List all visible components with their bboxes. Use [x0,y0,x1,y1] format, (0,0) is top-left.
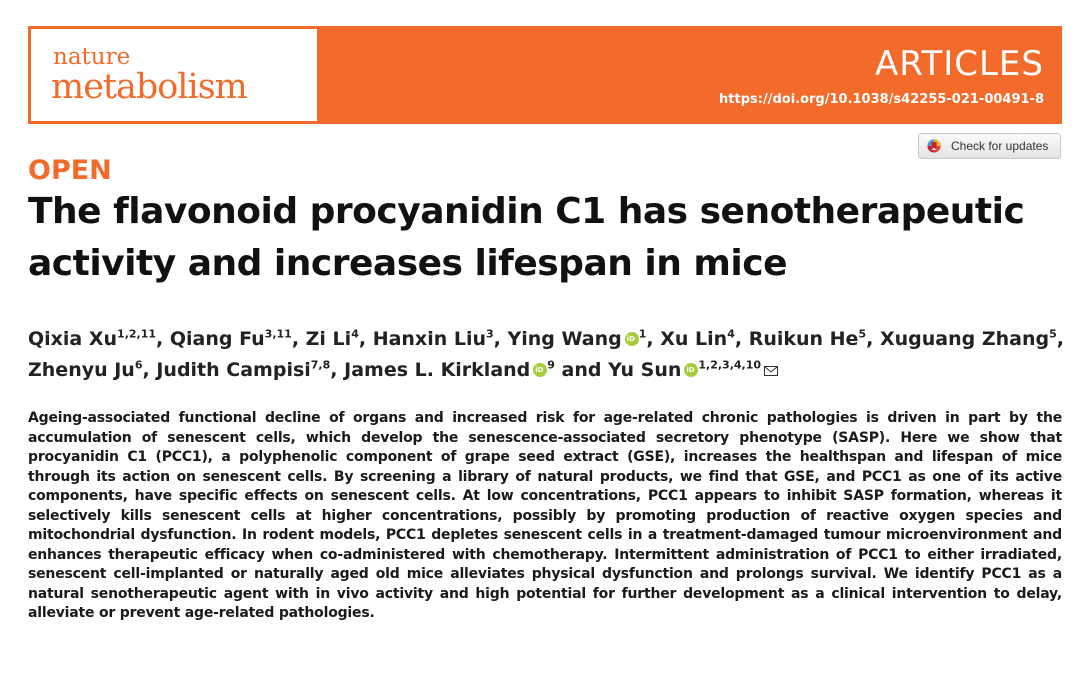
author[interactable] [508,328,647,350]
author-affiliation: 1,2,3,4,10 [698,358,762,372]
author-affiliation: 7,8 [310,358,331,372]
check-for-updates-label: Check for updates [951,139,1049,153]
envelope-icon[interactable] [764,366,778,376]
journal-banner [28,26,1062,124]
author-affiliation: 4 [727,327,735,341]
author[interactable] [880,328,1057,350]
author-affiliation: 4 [351,327,359,341]
author-name: Zi Li [305,328,352,350]
logo-nature-text: nature [53,44,131,70]
orcid-icon[interactable] [625,332,639,346]
author-affiliation: 1 [638,327,647,341]
author-name: Zhenyu Ju [28,359,135,381]
author-affiliation: 3 [486,327,494,341]
section-label: ARTICLES [875,44,1044,84]
logo-metabolism-text: metabolism [51,67,247,107]
article-title: The flavonoid procyanidin C1 has senotherapeutic activity and increases lifespan in mice [28,191,1025,284]
author-name: Ruikun He [748,328,859,350]
author[interactable] [660,328,735,350]
check-for-updates-button[interactable] [918,133,1061,159]
author-affiliation: 5 [858,327,867,341]
author-name: Hanxin Liu [372,328,486,350]
author-conjunction: and [561,359,602,381]
open-access-label: OPEN [28,155,112,186]
author[interactable] [344,359,555,381]
author-affiliation: 9 [547,358,555,372]
author-name: Yu Sun [608,359,682,381]
author[interactable] [608,359,778,381]
author-affiliation: 1,2,11 [117,327,157,341]
author[interactable] [749,328,866,350]
orcid-icon[interactable] [533,363,547,377]
author-name: Xu Lin [660,328,728,350]
author-affiliation: 5 [1049,327,1057,341]
author[interactable] [373,328,494,350]
author[interactable] [156,359,330,381]
author[interactable] [28,328,156,350]
author-name: Qiang Fu [169,328,265,350]
author-name: Xuguang Zhang [879,328,1050,350]
author[interactable] [28,359,143,381]
author[interactable] [306,328,359,350]
abstract: Ageing-associated functional decline of organs and increased risk for age-related chronic pathologies is driven in part by the accumulation of senescent cells, which develop the senescence-associated secretory phenotype (SASP). Here we show that procyanidin C1 (PCC1), a polyphenolic component of grape seed extract (GSE), increases the healthspan and lifespan of mice through its action on senescent cells. By screening a library of natural products, we find that GSE, and PCC1 as one of its active components, have specific effects on senescent cells. At low concentrations, PCC1 appears to inhibit SASP formation, whereas it selectively kills senescent cells at higher concentrations, possibly by promoting production of reactive oxygen species and mitochondrial dysfunction. In rodent models, PCC1 depletes senescent cells in a treatment-damaged tumour microenvironment and enhances therapeutic efficacy when co-administered with chemotherapy. Intermittent administration of PCC1 to either irradiated, senescent cell-implanted or naturally aged old mice alleviates physical dysfunction and prolongs survival. We identify PCC1 as a natural senotherapeutic agent with in vivo activity and high potential for further development as a clinical intervention to delay, alleviate or prevent age-related pathologies. [28,410,1062,621]
author-affiliation: 6 [134,358,143,372]
doi-link[interactable]: https://doi.org/10.1038/s42255-021-00491-8 [719,92,1044,107]
journal-logo[interactable] [31,29,317,121]
author-name: Judith Campisi [156,359,311,381]
author-name: James L. Kirkland [344,359,531,381]
author-affiliation: 3,11 [264,327,292,341]
author[interactable] [170,328,292,350]
author-name: Qixia Xu [28,328,118,350]
crossmark-icon [926,138,942,154]
author-name: Ying Wang [507,328,622,350]
orcid-icon[interactable] [684,363,698,377]
author-list: Qixia Xu$^{1,2,11}$, Qiang Fu$^{3,11}$, Zi Li$^4$, Hanxin Liu$^3$, Ying WangiD $^1$, Xu Lin$^4$, Ruikun He$^5$, Xuguang Zhang$^5$, Zhenyu Ju$^6$, Judith Campisi$^{7,8}$, James L. KirklandiD $^9$ and Yu SuniD $^{1,2,3,4,10}$ [28,324,1068,386]
